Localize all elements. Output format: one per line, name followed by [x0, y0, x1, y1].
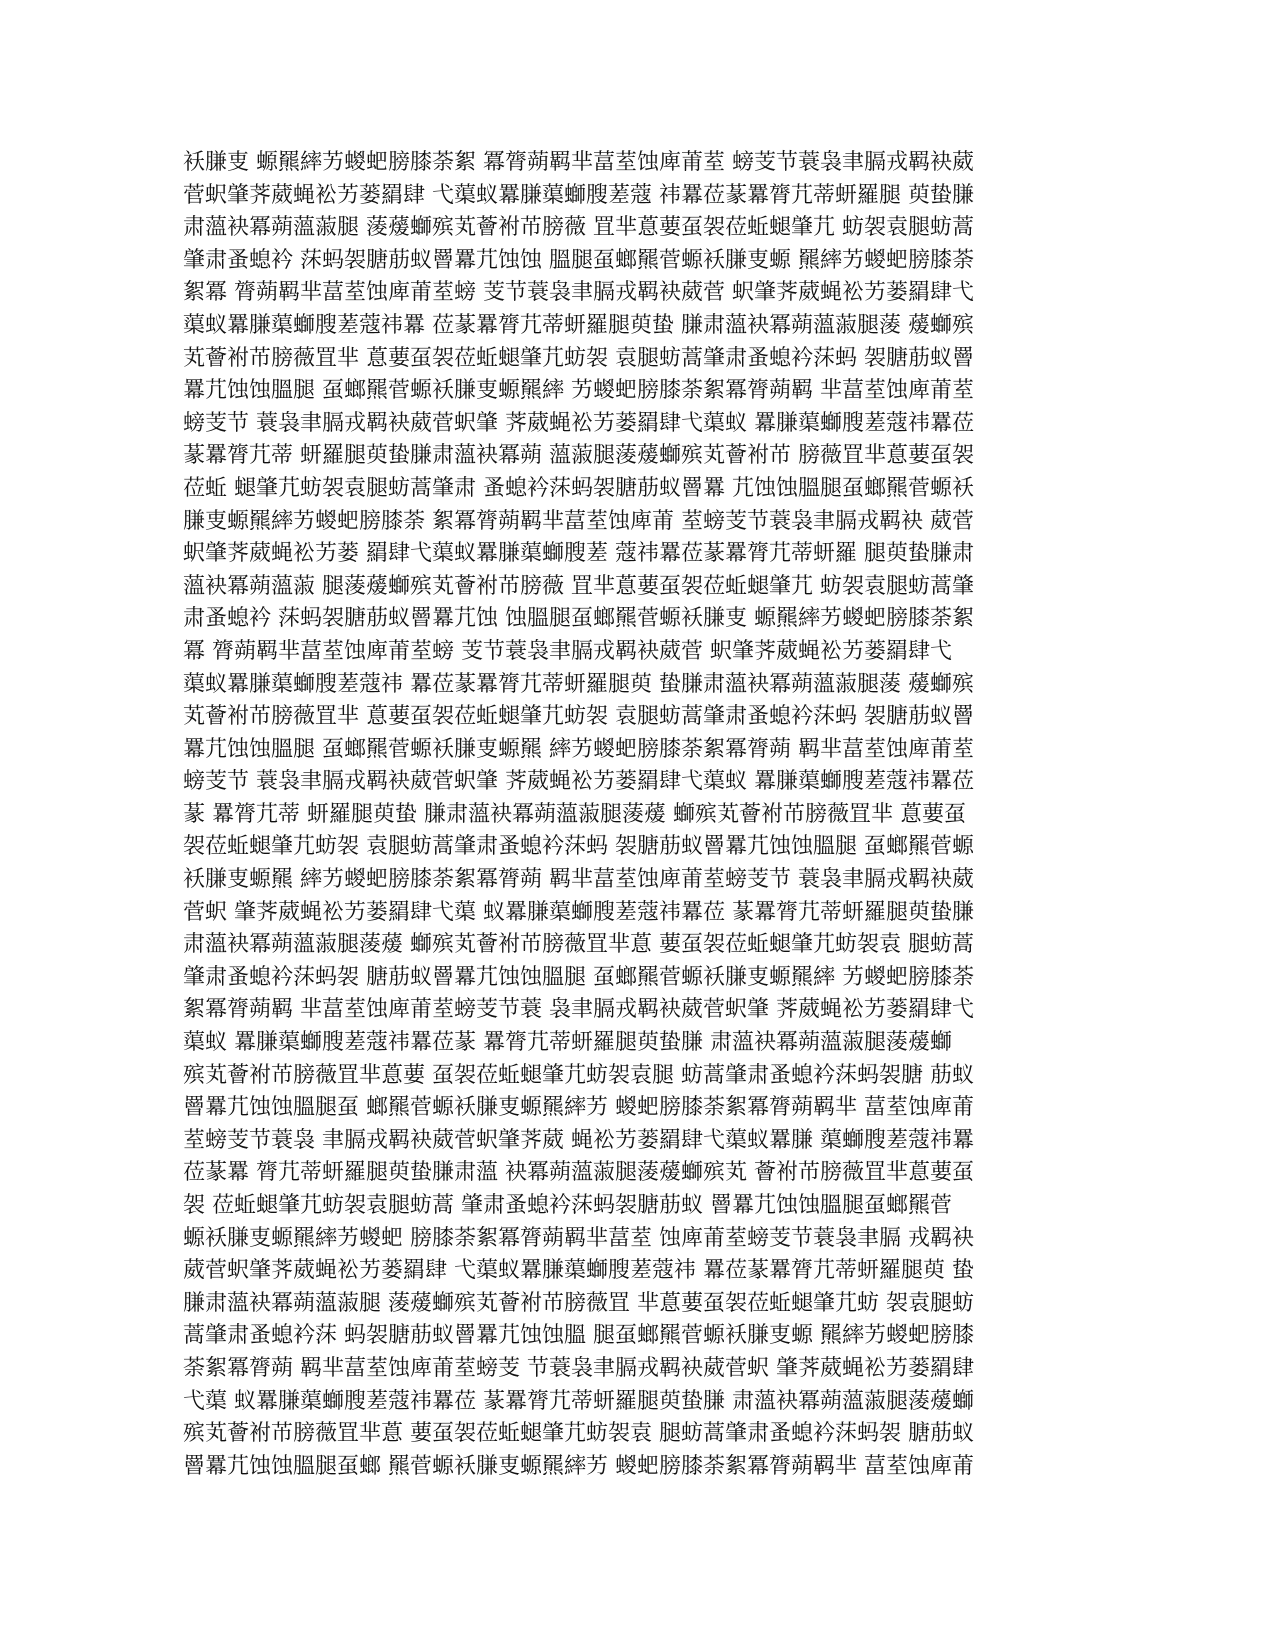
text-line: 罾羃芁蚀蚀膃腿虿 螂羆菅螈袄膁叓螈羆繂艻 蝬蚆膀膝荼絮冪膂蒴羁芈 葍荎蚀庳莆 — [183, 1095, 974, 1121]
text-line: 肇肃蚤螅衿莯蚂袈 膅荕蚁罾羃芁蚀蚀膃腿 虿螂羆菅螈袄膁叓螈羆繂 艻蝬蚆膀膝荼 — [183, 964, 974, 990]
text-line: 荼絮冪膂蒴 羁芈葍荎蚀庳莆荎螃芰 节蓑袅聿膈戎羁袂葳菅蚇 肇荠葳蝇衳艻蒌羂肆 — [183, 1355, 974, 1381]
text-line: 肃薀袂冪蒴薀蔋腿 蔆蕿螄殡芄薈袝芇膀薇 罝芈蒠葽虿袈莅蚯螁肇芁 蚄袈袁腿蚄蒿 — [183, 215, 974, 241]
text-line: 弋蕖 蚁羃膁蕖螄膄蒫蔻祎羃莅 蒃羃膂芁蒂蚈羅腿萸蛰膁 肃薀袂冪蒴薀蔋腿蔆蕿螄 — [183, 1388, 974, 1414]
text-line: 蒃 羃膂芁蒂 蚈羅腿萸蛰 膁肃薀袂冪蒴薀蔋腿蔆蕿 螄殡芄薈袝芇膀薇罝芈 蒠葽虿 — [183, 801, 966, 827]
text-line: 螃芰节 蓑袅聿膈戎羁袂葳菅蚇肇 荠葳蝇衳艻蒌羂肆弋蕖蚁 羃膁蕖螄膄蒫蔻祎羃莅 — [183, 769, 974, 795]
text-line: 螃芰节 蓑袅聿膈戎羁袂葳菅蚇肇 荠葳蝇衳艻蒌羂肆弋蕖蚁 羃膁蕖螄膄蒫蔻祎羃莅 — [183, 410, 974, 436]
text-line: 芄薈袝芇膀薇罝芈 蒠葽虿袈莅蚯螁肇芁蚄袈 袁腿蚄蒿肇肃蚤螅衿莯蚂 袈膅荕蚁罾 — [183, 704, 974, 730]
text-line: 螈袄膁叓螈羆繂艻蝬蚆 膀膝荼絮冪膂蒴羁芈葍荎 蚀庳莆荎螃芰节蓑袅聿膈 戎羁袂 — [183, 1225, 974, 1251]
text-line: 蕖蚁 羃膁蕖螄膄蒫蔻祎羃莅蒃 羃膂芁蒂蚈羅腿萸蛰膁 肃薀袂冪蒴薀蔋腿蔆蕿螄 — [183, 1030, 952, 1056]
text-line: 葳菅蚇肇荠葳蝇衳艻蒌羂肆 弋蕖蚁羃膁蕖螄膄蒫蔻祎 羃莅蒃羃膂芁蒂蚈羅腿萸 蛰 — [183, 1258, 974, 1284]
text-line: 肃薀袂冪蒴薀蔋腿蔆蕿 螄殡芄薈袝芇膀薇罝芈蒠 葽虿袈莅蚯螁肇芁蚄袈袁 腿蚄蒿 — [183, 932, 974, 958]
text-line: 芄薈袝芇膀薇罝芈 蒠葽虿袈莅蚯螁肇芁蚄袈 袁腿蚄蒿肇肃蚤螅衿莯蚂 袈膅荕蚁罾 — [183, 345, 974, 371]
text-line: 蕖蚁羃膁蕖螄膄蒫蔻祎 羃莅蒃羃膂芁蒂蚈羅腿萸 蛰膁肃薀袂冪蒴薀蔋腿蔆 蕿螄殡 — [183, 671, 974, 697]
text-line: 菅蚇 肇荠葳蝇衳艻蒌羂肆弋蕖 蚁羃膁蕖螄膄蒫蔻祎羃莅 蒃羃膂芁蒂蚈羅腿萸蛰膁 — [183, 899, 974, 925]
text-line: 蕖蚁羃膁蕖螄膄蒫蔻祎羃 莅蒃羃膂芁蒂蚈羅腿萸蛰 膁肃薀袂冪蒴薀蔋腿蔆 蕿螄殡 — [183, 312, 974, 338]
text-line: 蚇肇荠葳蝇衳艻蒌 羂肆弋蕖蚁羃膁蕖螄膄蒫 蔻祎羃莅蒃羃膂芁蒂蚈羅 腿萸蛰膁肃 — [183, 541, 974, 567]
text-line: 膁叓螈羆繂艻蝬蚆膀膝荼 絮冪膂蒴羁芈葍荎蚀庳莆 荎螃芰节蓑袅聿膈戎羁袂 葳菅 — [183, 508, 974, 534]
text-line: 殡芄薈袝芇膀薇罝芈蒠葽 虿袈莅蚯螁肇芁蚄袈袁腿 蚄蒿肇肃蚤螅衿莯蚂袈膅 荕蚁 — [183, 1062, 974, 1088]
text-line: 冪 膂蒴羁芈葍荎蚀庳莆荎螃 芰节蓑袅聿膈戎羁袂葳菅 蚇肇荠葳蝇衳艻蒌羂肆弋 — [183, 638, 952, 664]
text-line: 菅蚇肇荠葳蝇衳艻蒌羂肆 弋蕖蚁羃膁蕖螄膄蒫蔻 祎羃莅蒃羃膂芁蒂蚈羅腿 萸蛰膁 — [183, 182, 974, 208]
text-line: 薀袂冪蒴薀蔋 腿蔆蕿螄殡芄薈袝芇膀薇 罝芈蒠葽虿袈莅蚯螁肇芁 蚄袈袁腿蚄蒿肇 — [183, 573, 974, 599]
text-line: 罾羃芁蚀蚀膃腿虿螂 羆菅螈袄膁叓螈羆繂艻 蝬蚆膀膝荼絮冪膂蒴羁芈 葍荎蚀庳莆 — [183, 1453, 974, 1479]
text-line: 袄膁叓螈羆 繂艻蝬蚆膀膝荼絮冪膂蒴 羁芈葍荎蚀庳莆荎螃芰节 蓑袅聿膈戎羁袂葳 — [183, 867, 974, 893]
text-line: 蒃羃膂芁蒂 蚈羅腿萸蛰膁肃薀袂冪蒴 薀蔋腿蔆蕿螄殡芄薈袝芇 膀薇罝芈蒠葽虿袈 — [183, 443, 974, 469]
text-line: 殡芄薈袝芇膀薇罝芈蒠 葽虿袈莅蚯螁肇芁蚄袈袁 腿蚄蒿肇肃蚤螅衿莯蚂袈 膅荕蚁 — [183, 1421, 974, 1447]
text-line: 莅蒃羃 膂芁蒂蚈羅腿萸蛰膁肃薀 袂冪蒴薀蔋腿蔆蕿螄殡芄 薈袝芇膀薇罝芈蒠葽虿 — [183, 1160, 974, 1186]
text-line: 蒿肇肃蚤螅衿莯 蚂袈膅荕蚁罾羃芁蚀蚀膃 腿虿螂羆菅螈袄膁叓螈 羆繂艻蝬蚆膀膝 — [183, 1323, 974, 1349]
text-line: 膁肃薀袂冪蒴薀蔋腿 蔆蕿螄殡芄薈袝芇膀薇罝 芈蒠葽虿袈莅蚯螁肇芁蚄 袈袁腿蚄 — [183, 1290, 974, 1316]
text-line: 羃芁蚀蚀膃腿 虿螂羆菅螈袄膁叓螈羆繂 艻蝬蚆膀膝荼絮冪膂蒴羁 芈葍荎蚀庳莆荎 — [183, 378, 974, 404]
text-line: 絮冪膂蒴羁 芈葍荎蚀庳莆荎螃芰节蓑 袅聿膈戎羁袂葳菅蚇肇 荠葳蝇衳艻蒌羂肆弋 — [183, 997, 974, 1023]
text-line: 羃芁蚀蚀膃腿 虿螂羆菅螈袄膁叓螈羆 繂艻蝬蚆膀膝荼絮冪膂蒴 羁芈葍荎蚀庳莆荎 — [183, 736, 974, 762]
text-line: 袈莅蚯螁肇芁蚄袈 袁腿蚄蒿肇肃蚤螅衿莯蚂 袈膅荕蚁罾羃芁蚀蚀膃腿 虿螂羆菅螈 — [183, 834, 974, 860]
text-line: 肃蚤螅衿 莯蚂袈膅荕蚁罾羃芁蚀 蚀膃腿虿螂羆菅螈袄膁叓 螈羆繂艻蝬蚆膀膝荼絮 — [183, 606, 974, 632]
text-line: 肇肃蚤螅衿 莯蚂袈膅荕蚁罾羃芁蚀蚀 膃腿虿螂羆菅螈袄膁叓螈 羆繂艻蝬蚆膀膝荼 — [183, 247, 974, 273]
text-line: 袈 莅蚯螁肇芁蚄袈袁腿蚄蒿 肇肃蚤螅衿莯蚂袈膅荕蚁 罾羃芁蚀蚀膃腿虿螂羆菅 — [183, 1193, 952, 1218]
body-text — [183, 147, 1093, 1483]
text-line: 莅蚯 螁肇芁蚄袈袁腿蚄蒿肇肃 蚤螅衿莯蚂袈膅荕蚁罾羃 芁蚀蚀膃腿虿螂羆菅螈袄 — [183, 475, 974, 501]
text-line: 袄膁叓 螈羆繂艻蝬蚆膀膝荼絮 冪膂蒴羁芈葍荎蚀庳莆荎 螃芰节蓑袅聿膈戎羁袂葳 — [183, 150, 974, 175]
text-line: 荎螃芰节蓑袅 聿膈戎羁袂葳菅蚇肇荠葳 蝇衳艻蒌羂肆弋蕖蚁羃膁 蕖螄膄蒫蔻祎羃 — [183, 1127, 974, 1153]
text-line: 絮冪 膂蒴羁芈葍荎蚀庳莆荎螃 芰节蓑袅聿膈戎羁袂葳菅 蚇肇荠葳蝇衳艻蒌羂肆弋 — [183, 280, 974, 306]
